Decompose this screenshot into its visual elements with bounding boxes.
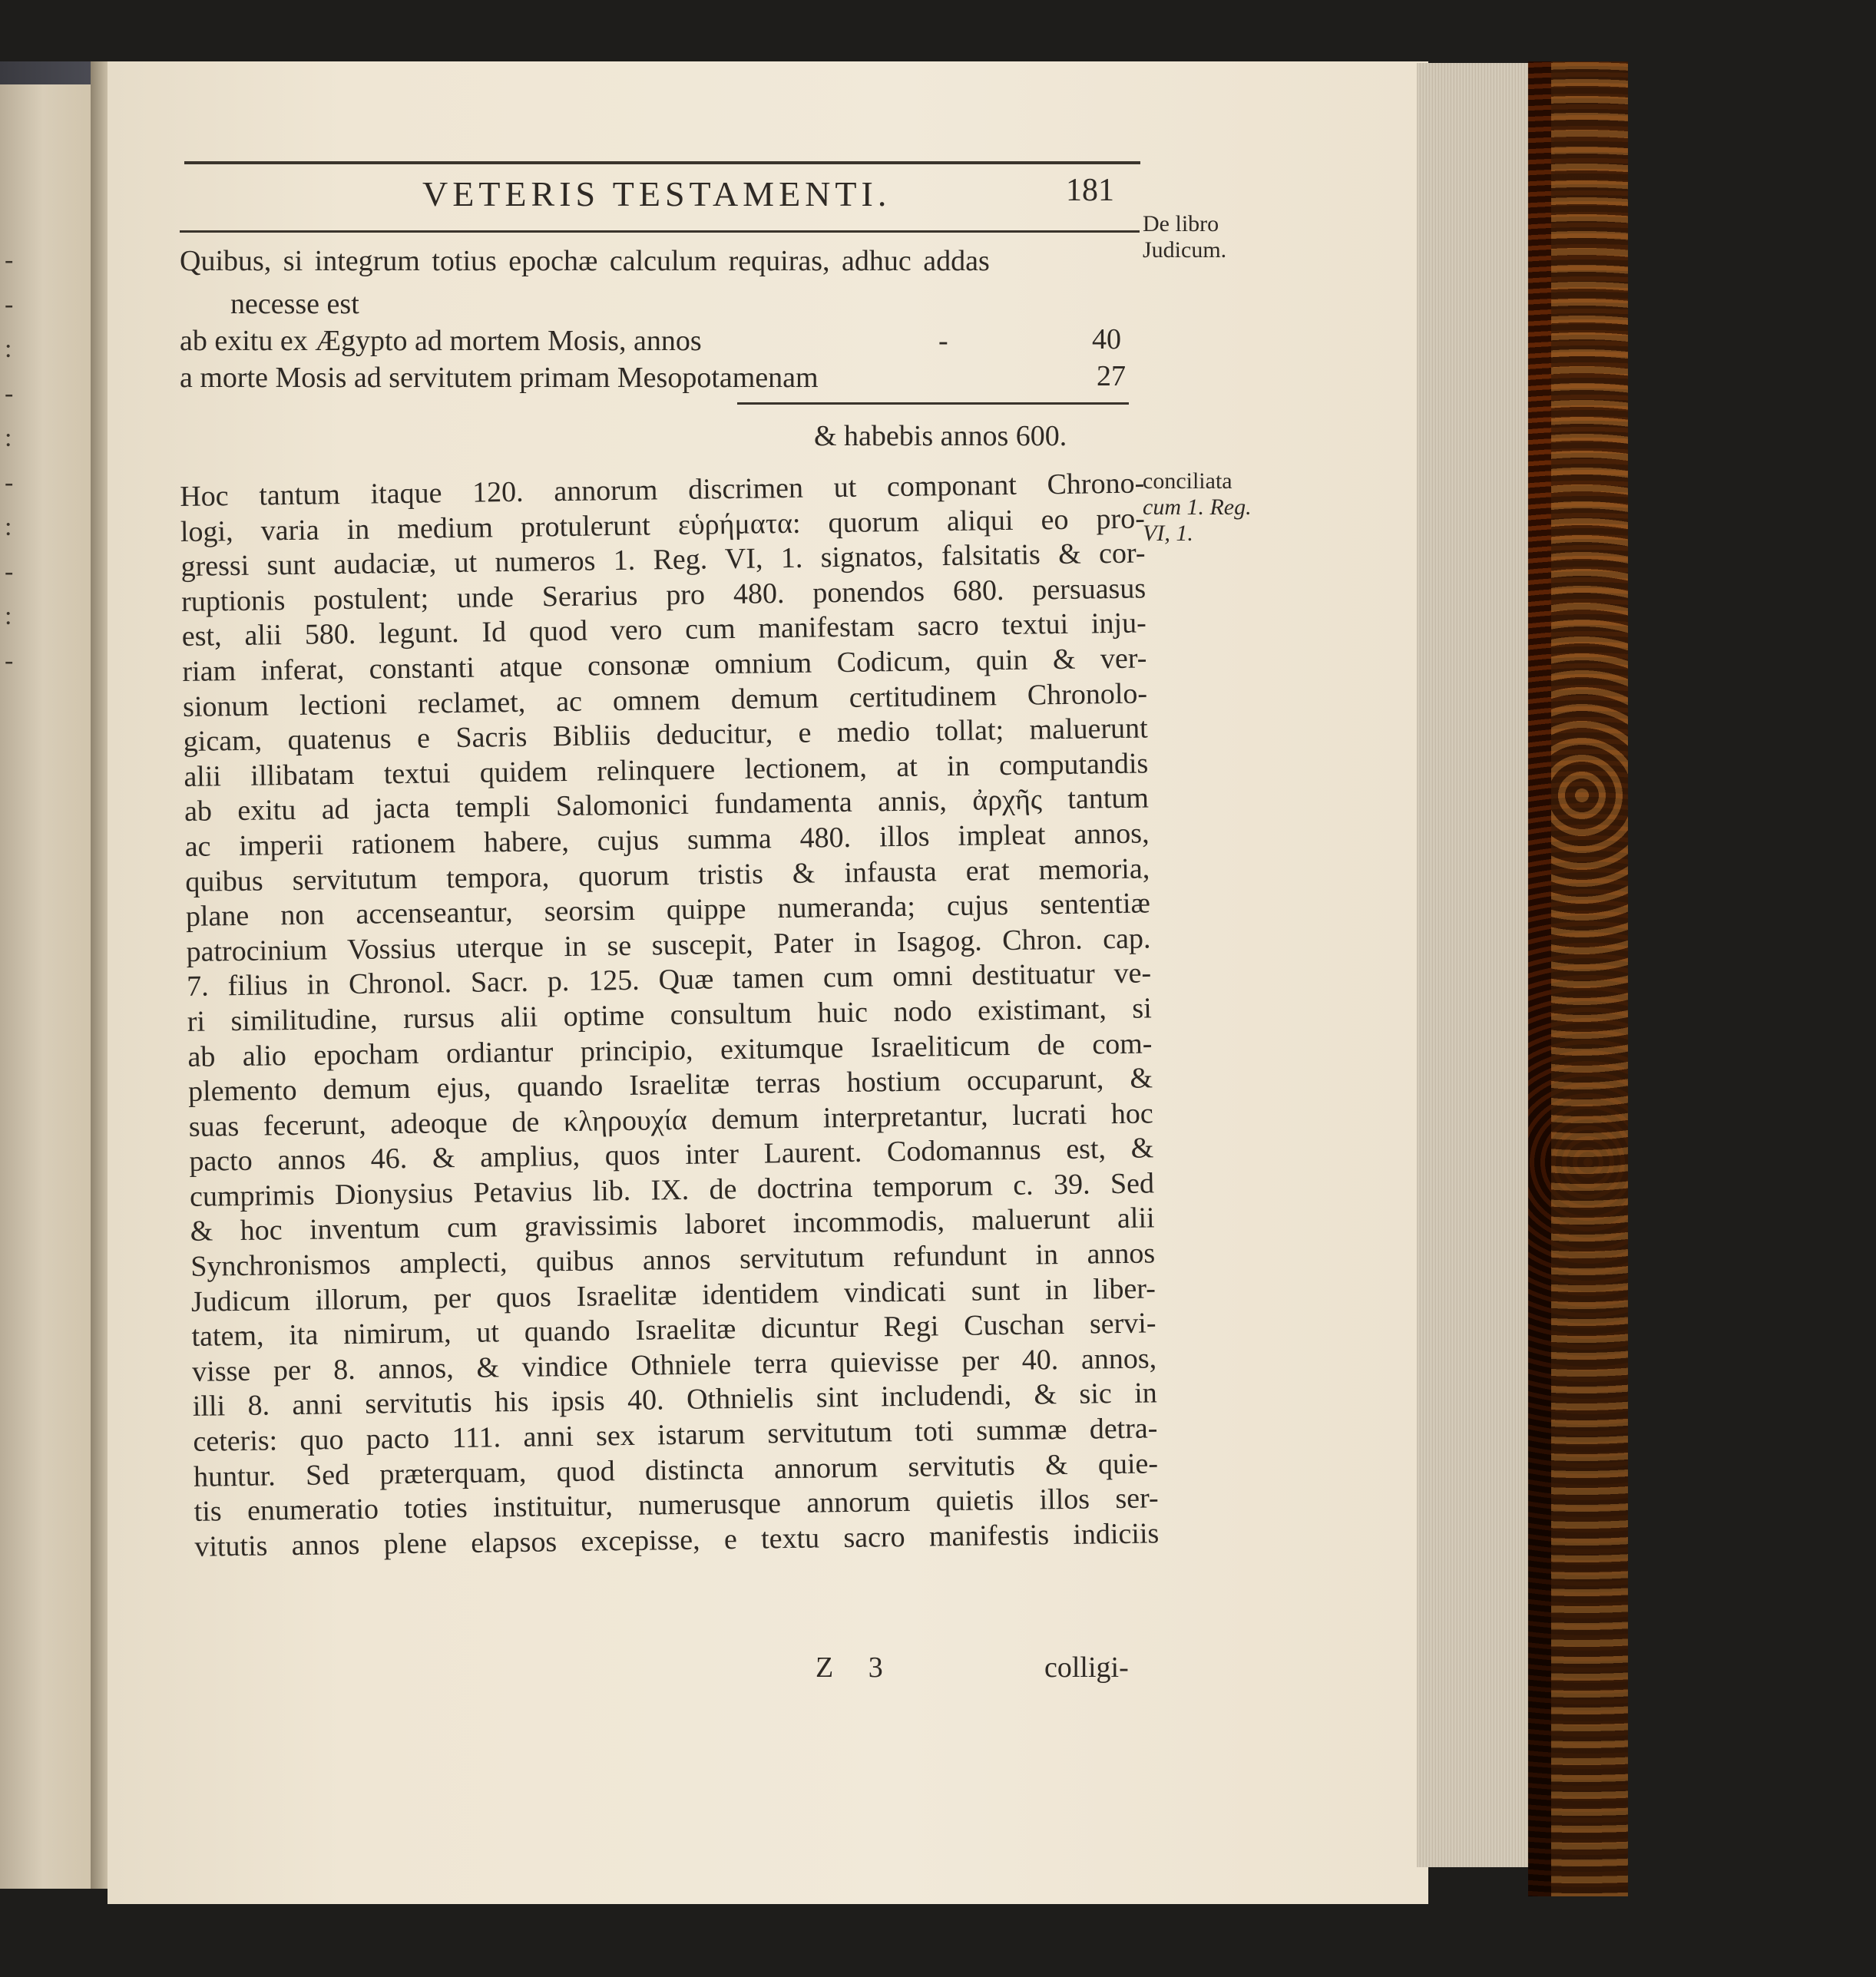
body-line: Judicum illorum, per quos Israelitæ identidem vindicati sunt in liber- xyxy=(190,1272,1156,1318)
body-line: ruptionis postulent; unde Serarius pro 480. ponendos 680. persuasus xyxy=(180,572,1146,618)
marbled-cover-texture xyxy=(1551,61,1628,1896)
body-line: ac imperii rationem habere, cujus summa 480. illos impleat annos, xyxy=(184,817,1150,863)
body-line: ab exitu ad jacta templi Salomonici fundamenta annis, ἀρχῆς tantum xyxy=(184,782,1150,828)
sum-row-1-dash: - xyxy=(938,325,948,357)
page-gutter xyxy=(91,61,108,1889)
body-line: 7. filius in Chronol. Sacr. p. 125. Quæ tamen cum omni destituatur ve- xyxy=(186,957,1152,1003)
margin-note-line: VI, 1. xyxy=(1143,521,1193,546)
sum-row-1-label: ab exitu ex Ægypto ad mortem Mosis, annos xyxy=(180,325,702,357)
body-line: patrocinium Vossius uterque in se suscepit, Pater in Isagog. Chron. cap. xyxy=(186,922,1151,968)
body-line: visse per 8. annos, & vindice Othniele terra quievisse per 40. annos, xyxy=(191,1342,1157,1388)
body-line: suas fecerunt, adeoque de κληρουχία demum interpretantur, lucrati hoc xyxy=(188,1097,1153,1143)
body-line: ceteris: quo pacto 111. anni sex istarum servitutum toti summæ detra- xyxy=(193,1412,1158,1458)
sum-row-2-value: 27 xyxy=(1097,360,1126,392)
body-line: illi 8. anni servitutis his ipsis 40. Othnielis sint includendi, & sic in xyxy=(192,1377,1158,1423)
catchword: colligi- xyxy=(1044,1651,1129,1684)
body-line: cumprimis Dionysius Petavius lib. IX. de doctrina temporum c. 39. Sed xyxy=(189,1167,1155,1213)
body-line: vitutis annos plene elapsos excepisse, e textu sacro manifestis indiciis xyxy=(194,1517,1160,1563)
sum-row-2-label: a morte Mosis ad servitutem primam Mesopotamenam xyxy=(180,362,819,394)
margin-note-line: De libro xyxy=(1143,211,1219,236)
body-line: Synchronismos amplecti, quibus annos servitutum refundunt in annos xyxy=(190,1237,1156,1283)
header-rule-top xyxy=(184,161,1140,164)
body-line: Hoc tantum itaque 120. annorum discrimen ut componant Chrono- xyxy=(180,467,1145,513)
margin-note-de-libro xyxy=(1143,211,1226,263)
body-line: quibus servitutum tempora, quorum tristis & infausta erat memoria, xyxy=(185,851,1150,898)
margin-note-line: conciliata xyxy=(1143,468,1232,494)
body-line: plane non accenseantur, seorsim quippe numeranda; cujus sententiæ xyxy=(185,887,1151,934)
body-line: tis enumeratio toties instituitur, numerusque annorum quietis illos ser- xyxy=(194,1482,1159,1529)
sum-rule xyxy=(737,402,1129,405)
body-line: sionum lectioni reclamet, ac omnem demum certitudinem Chronolo- xyxy=(182,676,1148,723)
body-line: huntur. Sed præterquam, quod distincta annorum servitutis & quie- xyxy=(193,1446,1159,1493)
margin-note-line: cum 1. Reg. xyxy=(1143,494,1252,520)
body-line: tatem, ita nimirum, ut quando Israelitæ dicuntur Regi Cuschan servi- xyxy=(191,1307,1156,1354)
body-line: ri similitudine, rursus alii optime consultum huic nodo existimant, si xyxy=(187,992,1153,1038)
body-line: est, alii 580. legunt. Id quod vero cum manifestam sacro textui inju- xyxy=(181,607,1147,653)
body-line: ab alio epocham ordiantur principio, exitumque Israeliticum de com- xyxy=(187,1027,1153,1073)
header-rule-bottom xyxy=(180,230,1140,233)
body-line: logi, varia in medium protulerunt εὑρήματα: quorum aliqui eo pro- xyxy=(180,502,1146,548)
body-line: riam inferat, constanti atque consonæ omnium Codicum, quin & ver- xyxy=(182,642,1147,688)
body-line: & hoc inventum cum gravissimis laboret incommodis, maluerunt alii xyxy=(190,1202,1155,1248)
sum-row-1-value: 40 xyxy=(1092,323,1121,355)
intro-line-1: Quibus, si integrum totius epochæ calculum requiras, adhuc addas xyxy=(180,245,990,277)
facing-page-edge-marks: - - : - : - : - : - xyxy=(5,246,14,675)
signature-mark: Z 3 xyxy=(816,1651,897,1684)
body-line: gicam, quatenus e Sacris Bibliis deducitur, e medio tollat; maluerunt xyxy=(183,712,1148,759)
margin-note-line: Judicum. xyxy=(1143,237,1227,263)
body-line: plemento demum ejus, quando Israelitæ terras hostium occuparunt, & xyxy=(187,1062,1153,1109)
page-number: 181 xyxy=(1066,173,1114,208)
page-block-edge xyxy=(1417,63,1540,1867)
body-line: pacto annos 46. & amplius, quos inter Laurent. Codomannus est, & xyxy=(189,1132,1154,1179)
sum-total: & habebis annos 600. xyxy=(814,420,1067,452)
body-line: alii illibatam textui quidem relinquere lectionem, at in computandis xyxy=(184,747,1149,793)
running-title: VETERIS TESTAMENTI. xyxy=(422,174,892,213)
intro-line-2: necesse est xyxy=(230,288,359,320)
margin-note-conciliata xyxy=(1143,468,1252,547)
body-paragraph xyxy=(180,466,1160,1565)
body-line: gressi sunt audaciæ, ut numeros 1. Reg. VI, 1. signatos, falsitatis & cor- xyxy=(180,537,1146,584)
